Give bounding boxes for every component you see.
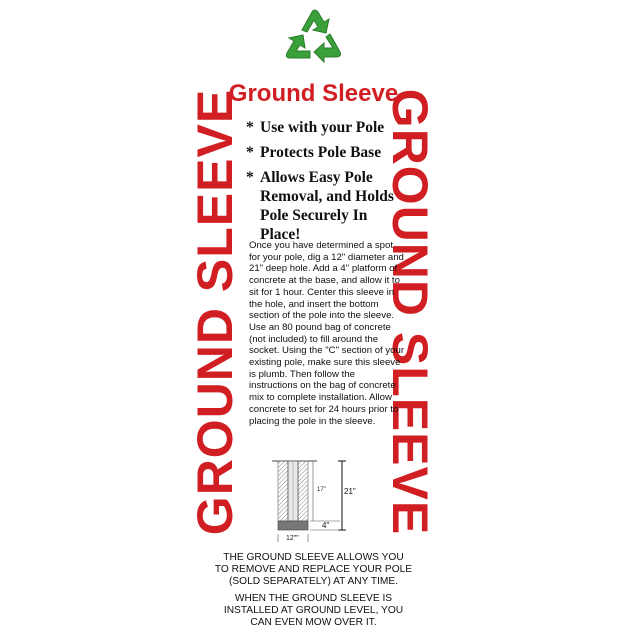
- side-banner-left: GROUND SLEEVE: [187, 88, 243, 536]
- footer-line: CAN EVEN MOW OVER IT.: [250, 617, 377, 628]
- label-17: 17": [317, 487, 326, 493]
- feature-item: * Allows Easy Pole Removal, and Holds Pole Securely In Place!: [246, 169, 394, 243]
- footer-line: TO REMOVE AND REPLACE YOUR POLE: [214, 564, 413, 575]
- installation-instructions: Once you have determined a spot for your pole, dig a 12" diameter and 21" deep hole. Add a 4" platform of concrete at the base, and allow it to sit for 1 hour. Center this sleeve in the hole, and insert the bottom section of the pole into the sleeve. Use an 80 pound bag of concrete (not included) to fill around the socket. Using the "C" section of your existing pole, make sure this sleeve is plumb. Then follow the instructions on the bag of concrete mix to complete installation. Allow concrete to set for 24 hours prior to placing the pole in the sleeve.: [249, 240, 405, 427]
- label-12: 12"": [286, 535, 299, 542]
- feature-item: * Use with your Pole: [246, 119, 385, 136]
- label-4: 4": [322, 521, 330, 530]
- feature-item: * Protects Pole Base: [246, 144, 382, 161]
- footer-line: THE GROUND SLEEVE ALLOWS YOU: [223, 552, 404, 563]
- side-banner-right: GROUND SLEEVE: [382, 88, 438, 536]
- footer-line: (SOLD SEPARATELY) AT ANY TIME.: [228, 576, 399, 587]
- page-title: Ground Sleeve: [228, 80, 399, 107]
- sleeve-diagram: [262, 458, 362, 548]
- feature-list: [246, 118, 406, 250]
- label-21: 21": [344, 487, 356, 496]
- footer-line: WHEN THE GROUND SLEEVE IS: [234, 593, 393, 604]
- recycle-icon: [274, 0, 354, 72]
- footer-line: INSTALLED AT GROUND LEVEL, YOU: [223, 605, 404, 616]
- footer-note: [0, 552, 627, 629]
